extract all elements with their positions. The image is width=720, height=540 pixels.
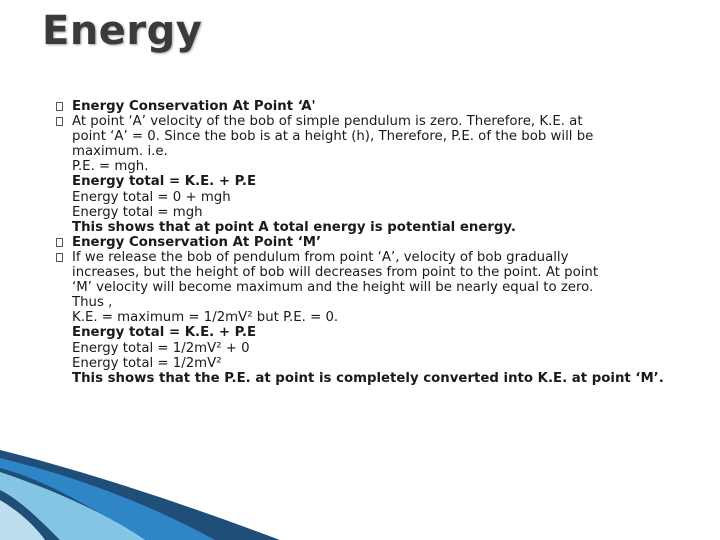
bullet-item <box>56 235 686 250</box>
bullet-item <box>56 114 686 235</box>
bullet-line: This shows that the P.E. at point is completely converted into K.E. at point ‘M’. <box>72 370 664 386</box>
bullet-line: This shows that at point A total energy is potential energy. <box>72 219 516 235</box>
bullet-line: P.E. = mgh. <box>72 159 149 175</box>
bullet-line: If we release the bob of pendulum from point ‘A’, velocity of bob gradually <box>72 249 569 265</box>
bullet-line: Energy total = K.E. + P.E <box>72 325 257 341</box>
bullet-line: Energy total = 1/2mV² + 0 <box>72 340 250 356</box>
bullet-line: maximum. i.e. <box>72 144 168 160</box>
bullet-line: Energy Conservation At Point ‘M’ <box>72 234 322 250</box>
bullet-line: Energy total = 1/2mV² <box>72 355 222 371</box>
bullet-line: At point ‘A’ velocity of the bob of simple pendulum is zero. Therefore, K.E. at <box>72 114 583 130</box>
bullet-item <box>56 99 686 114</box>
bullet-line: Thus , <box>72 295 113 311</box>
wave-decoration <box>0 450 720 540</box>
square-bullet-icon <box>56 117 63 126</box>
bullet-list <box>56 99 686 386</box>
bullet-line: Energy total = 0 + mgh <box>72 189 231 205</box>
slide-title: Energy <box>42 8 203 54</box>
square-bullet-icon <box>56 238 63 247</box>
bullet-line: Energy Conservation At Point ‘A' <box>72 99 316 114</box>
bullet-line: point ‘A’ = 0. Since the bob is at a height (h), Therefore, P.E. of the bob will be <box>72 129 594 145</box>
bullet-line: Energy total = K.E. + P.E <box>72 174 257 190</box>
bullet-line: Energy total = mgh <box>72 204 203 220</box>
square-bullet-icon <box>56 102 63 111</box>
bullet-line: increases, but the height of bob will decreases from point to the point. At point <box>72 265 599 281</box>
bullet-line: K.E. = maximum = 1/2mV² but P.E. = 0. <box>72 310 339 326</box>
square-bullet-icon <box>56 253 63 262</box>
bullet-line: ‘M’ velocity will become maximum and the height will be nearly equal to zero. <box>72 280 594 296</box>
bullet-item <box>56 250 686 386</box>
